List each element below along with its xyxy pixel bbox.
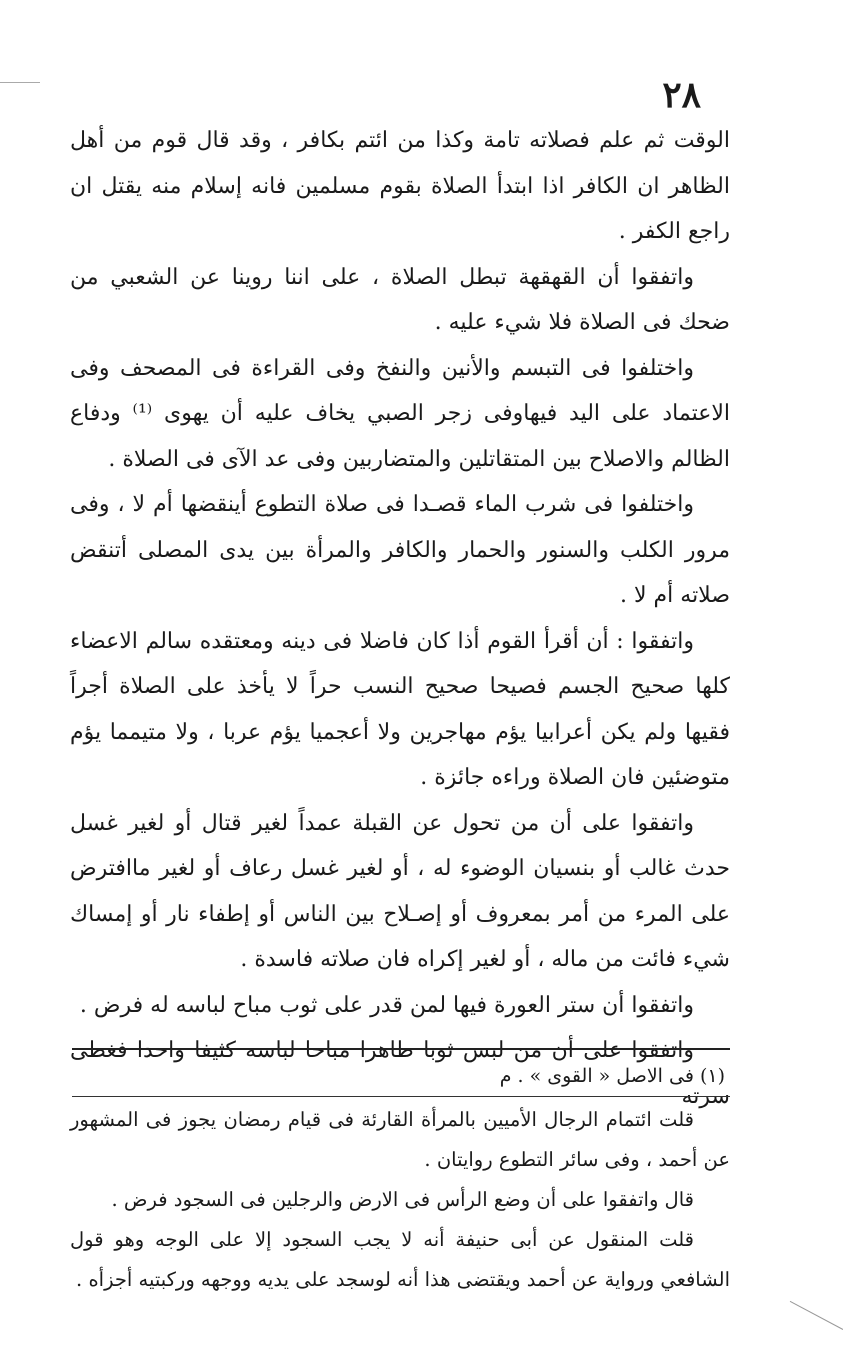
paragraph: واختلفوا فى التبسم والأنين والنفخ وفى القراءة فى المصحف وفى الاعتماد على اليد فيهاوفى زجر الصبي يخاف عليه أن يهوى ⁽¹⁾ ودفاع الظالم والاصلاح بين المتقاتلين والمتضاربين وفى عد الآى فى الصلاة . bbox=[70, 355, 730, 472]
footnote-divider bbox=[72, 1048, 730, 1050]
commentary-paragraph: قال واتفقوا على أن وضع الرأس فى الارض والرجلين فى السجود فرض . bbox=[111, 1188, 694, 1211]
main-text bbox=[70, 118, 730, 1119]
paragraph: واتفقوا على أن من لبس ثوبا طاهرا مباحا لباسه كثيفا واحدا فغطى سرته bbox=[70, 1038, 730, 1109]
commentary-divider bbox=[72, 1096, 730, 1097]
commentary-paragraph: قلت ائتمام الرجال الأميين بالمرأة القارئة فى قيام رمضان يجوز فى المشهور عن أحمد ، وفى سائر التطوع روايتان . bbox=[70, 1108, 730, 1171]
page-number: ٢٨ bbox=[662, 74, 701, 116]
paragraph: واتفقوا أن ستر العورة فيها لمن قدر على ثوب مباح لباسه له فرض . bbox=[79, 992, 694, 1018]
paragraph: واتفقوا على أن من تحول عن القبلة عمداً لغير قتال أو لغير غسل حدث غالب أو بنسيان الوضوء له ، أو لغير غسل رعاف أو لغير ماافترض على المرء من أمر بمعروف أو إصـلاح بين الناس أو إطفاء نار أو إمساك شيء فائت من ماله ، أو لغير إكراه فان صلاته فاسدة . bbox=[70, 810, 730, 972]
commentary-text bbox=[70, 1100, 730, 1300]
paragraph: واتفقوا أن القهقهة تبطل الصلاة ، على اننا روينا عن الشعبي من ضحك فى الصلاة فلا شيء عليه . bbox=[70, 264, 730, 335]
paragraph: واختلفوا فى شرب الماء قصـدا فى صلاة التطوع أينقضها أم لا ، وفى مرور الكلب والسنور والحمار والكافر والمرأة بين يدى المصلى أتنقض صلاته أم لا . bbox=[70, 492, 730, 608]
paragraph: واتفقوا : أن أقرأ القوم أذا كان فاضلا فى دينه ومعتقده سالم الاعضاء كلها صحيح الجسم فصيحا صحيح النسب حراً لا يأخذ على الصلاة أجراً فقيها ولم يكن أعرابيا يؤم مهاجرين ولا أعجميا يؤم عربا ، ولا متيمما يؤم متوضئين فان الصلاة وراءه جائزة . bbox=[70, 628, 730, 790]
footnote: (١) فى الاصل « القوى » . م bbox=[499, 1065, 725, 1087]
paragraph: الوقت ثم علم فصلاته تامة وكذا من ائتم بكافر ، وقد قال قوم من أهل الظاهر ان الكافر اذا ابتدأ الصلاة بقوم مسلمين فانه إسلام منه يقتل ان راجع الكفر . bbox=[70, 128, 730, 244]
scan-edge-mark bbox=[0, 82, 40, 83]
commentary-paragraph: قلت المنقول عن أبى حنيفة أنه لا يجب السجود إلا على الوجه وهو قول الشافعي ورواية عن أحمد ويقتضى هذا أنه لوسجد على يديه ووجهه وركبتيه أجزأه . bbox=[70, 1228, 730, 1291]
scan-edge-line bbox=[790, 1301, 843, 1330]
